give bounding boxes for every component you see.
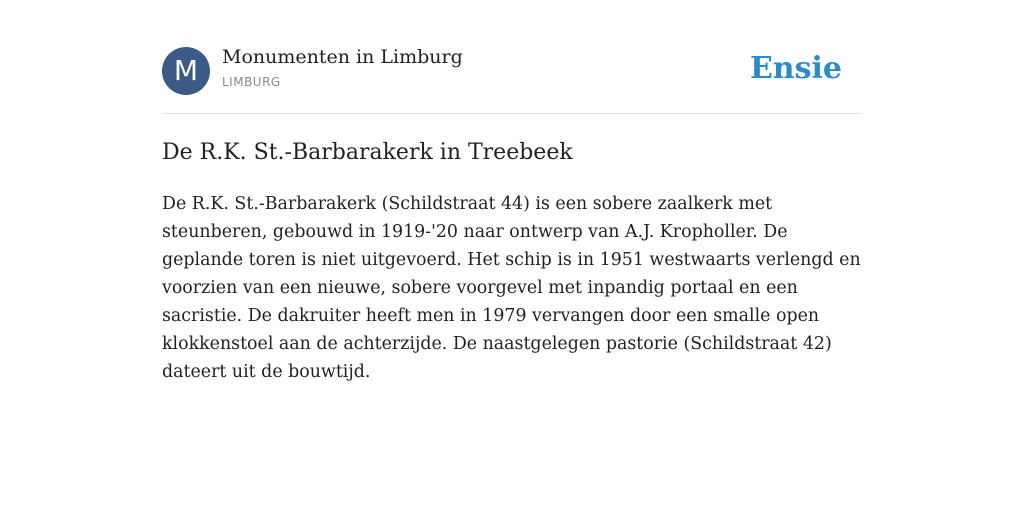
avatar[interactable]: M (162, 47, 210, 95)
article-body: De R.K. St.-Barbarakerk (Schildstraat 44) is een sobere zaalkerk met steunberen, gebouwd in 1919-'20 naar ontwerp van A.J. Kropholler. De geplande toren is niet uitgevoerd. Het schip is in 1951 westwaarts verlengd en voorzien van een nieuwe, sobere voorgevel met inpandig portaal en een sacristie. De dakruiter heeft men in 1979 vervangen door een smalle open klokkenstoel aan de achterzijde. De naastgelegen pastorie (Schildstraat 42) dateert uit de bouwtijd. (162, 194, 861, 382)
header (162, 46, 862, 96)
source-subtitle[interactable]: LIMBURG (222, 75, 281, 89)
source-title[interactable]: Monumenten in Limburg (222, 46, 463, 68)
article-title: De R.K. St.-Barbarakerk in Treebeek (162, 140, 573, 165)
divider (162, 113, 862, 114)
brand-logo[interactable]: Ensie (749, 51, 842, 86)
